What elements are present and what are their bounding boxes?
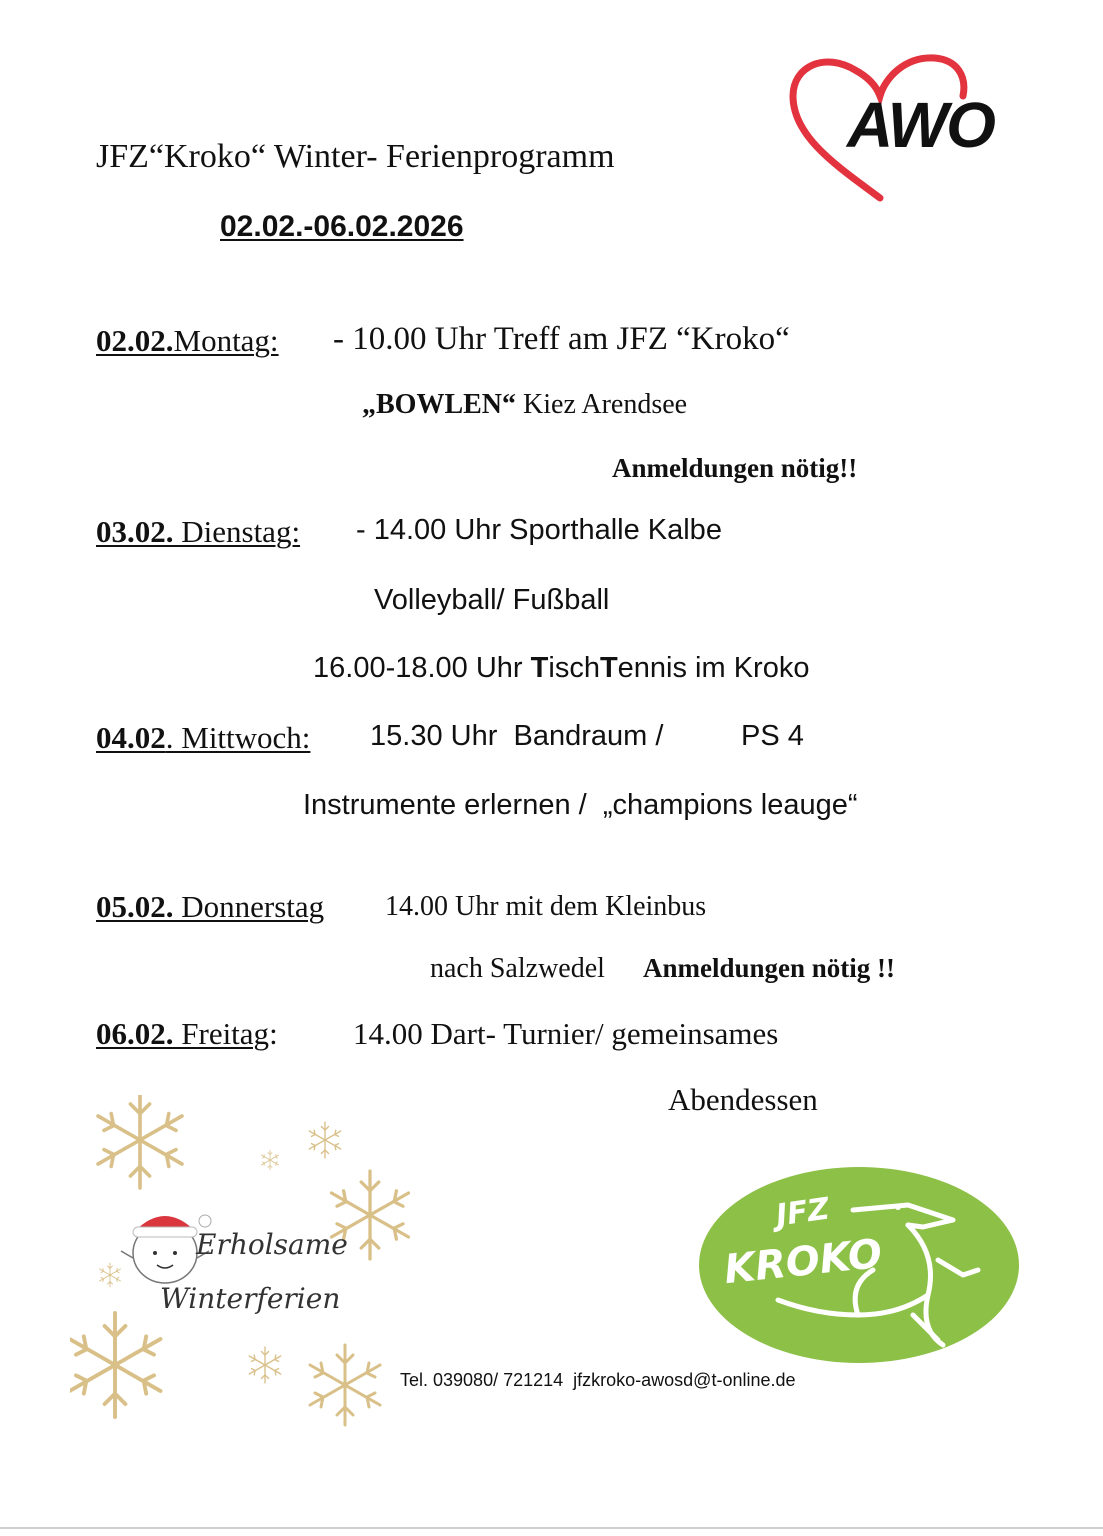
- weekday-wednesday: . Mittwoch:: [165, 720, 311, 755]
- page-title: JFZ“Kroko“ Winter- Ferienprogramm: [96, 138, 615, 175]
- monday-note: Anmeldungen nötig!!: [612, 453, 858, 483]
- snowflake-icon: [100, 1263, 121, 1287]
- date-wednesday: 04.02: [96, 720, 166, 755]
- wednesday-line-1: 15.30 Uhr Bandraum /: [370, 720, 664, 752]
- tuesday-line-3: [313, 652, 809, 685]
- thursday-line-2: nach Salzwedel: [430, 953, 605, 984]
- weekday-friday: Freitag: [173, 1016, 270, 1051]
- weekday-friday-colon: :: [269, 1016, 278, 1051]
- thursday-note: Anmeldungen nötig !!: [643, 953, 896, 983]
- tuesday-tennis-t: T: [599, 652, 618, 684]
- page-edge-line: [0, 1527, 1103, 1529]
- friday-line-2: Abendessen: [668, 1082, 818, 1117]
- snowflake-icon: [249, 1347, 281, 1383]
- day-label-thursday: [96, 889, 324, 925]
- awo-logo-text: AWO: [847, 89, 994, 161]
- tuesday-line-1: - 14.00 Uhr Sporthalle Kalbe: [356, 514, 722, 546]
- thursday-line-1: 14.00 Uhr mit dem Kleinbus: [385, 891, 707, 922]
- date-tuesday: 03.02.: [96, 514, 174, 549]
- greeting-line-2: Winterferien: [160, 1282, 341, 1315]
- day-label-monday: [96, 323, 279, 359]
- snowflake-icon: [70, 1313, 161, 1417]
- snowflake-icon: [98, 1095, 182, 1188]
- awo-logo: [785, 48, 1015, 208]
- date-monday: 02.02.: [96, 323, 174, 358]
- monday-line-2: [362, 389, 687, 421]
- day-label-tuesday: [96, 514, 300, 550]
- tuesday-tennis: ennis im Kroko: [617, 652, 810, 684]
- date-friday: 06.02.: [96, 1016, 174, 1051]
- tuesday-time: 16.00-18.00 Uhr: [313, 652, 531, 684]
- friday-line-1: 14.00 Dart- Turnier/ gemeinsames: [353, 1016, 779, 1051]
- tuesday-tisch-t: T: [530, 652, 549, 684]
- kroko-logo: [698, 1165, 1020, 1365]
- greeting-line-1: Erholsame: [196, 1228, 348, 1261]
- contact-line: Tel. 039080/ 721214 jfzkroko-awosd@t-online.de: [400, 1370, 796, 1390]
- weekday-monday: Montag:: [173, 323, 279, 358]
- day-label-friday: [96, 1016, 278, 1052]
- snowflake-decoration: [70, 1095, 410, 1430]
- snowflake-icon: [309, 1122, 341, 1158]
- kroko-logo-line-2: KROKO: [722, 1230, 885, 1294]
- wednesday-line-1b: PS 4: [741, 720, 804, 752]
- snowflake-icon: [261, 1150, 279, 1170]
- day-label-wednesday: [96, 720, 310, 756]
- monday-line-1: - 10.00 Uhr Treff am JFZ “Kroko“: [333, 321, 790, 357]
- weekday-tuesday: Dienstag:: [173, 514, 301, 549]
- tuesday-line-2: Volleyball/ Fußball: [374, 584, 610, 616]
- date-thursday: 05.02.: [96, 889, 174, 924]
- kroko-logo-line-1: JFZ: [773, 1191, 832, 1234]
- date-range: 02.02.-06.02.2026: [220, 210, 464, 243]
- monday-location: Kiez Arendsee: [516, 389, 688, 420]
- wednesday-line-2: Instrumente erlernen / „champions leauge“: [303, 789, 858, 821]
- weekday-thursday: Donnerstag: [173, 889, 325, 924]
- monday-activity: „BOWLEN“: [362, 389, 517, 420]
- tuesday-tisch: isch: [548, 652, 600, 684]
- snowflake-icon: [310, 1345, 380, 1425]
